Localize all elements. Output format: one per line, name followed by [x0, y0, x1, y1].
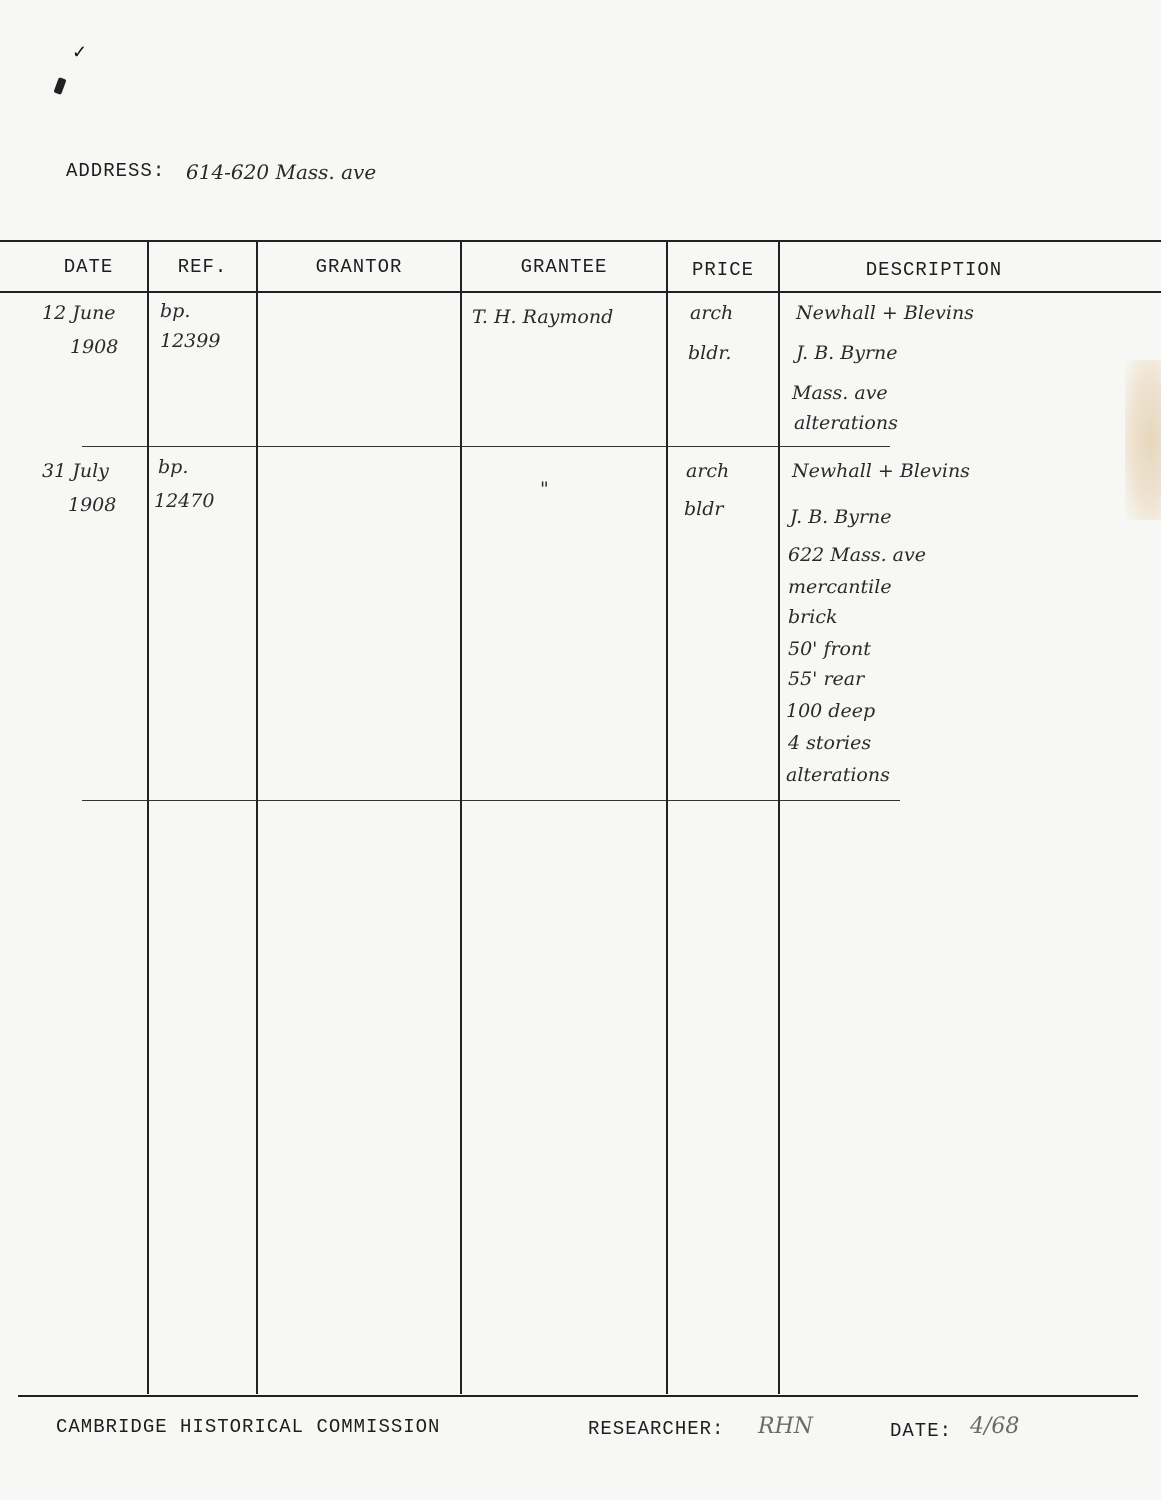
header-description: DESCRIPTION: [865, 259, 1003, 281]
row1-desc-line4: alterations: [794, 412, 898, 434]
row1-ref-number: 12399: [160, 330, 221, 352]
footer-researcher-label: RESEARCHER:: [588, 1418, 725, 1440]
table-bottom-rule: [18, 1395, 1138, 1397]
row2-ref-number: 12470: [154, 490, 215, 512]
check-mark: ✓: [72, 42, 88, 62]
row1-desc-line2: J. B. Byrne: [796, 342, 898, 364]
column-rule: [460, 242, 462, 1394]
row1-price-line2: bldr.: [688, 342, 732, 364]
row2-desc-line7: 55' rear: [788, 668, 865, 690]
row2-date-day: 31 July: [42, 460, 109, 482]
column-rule: [147, 242, 149, 1394]
row-divider: [82, 446, 890, 447]
row2-ref-type: bp.: [158, 456, 189, 478]
table-top-rule: [0, 240, 1161, 242]
column-rule: [256, 242, 258, 1394]
row2-grantee-ditto: ": [540, 478, 549, 500]
row2-date-year: 1908: [68, 494, 117, 516]
row2-desc-line3: 622 Mass. ave: [788, 544, 926, 566]
row1-price-line1: arch: [690, 302, 734, 324]
footer-date-value: 4/68: [970, 1414, 1020, 1439]
address-value: 614-620 Mass. ave: [186, 160, 377, 184]
row2-desc-line4: mercantile: [788, 576, 892, 598]
row1-date-year: 1908: [70, 336, 119, 358]
row1-date-day: 12 June: [42, 302, 116, 324]
column-rule: [778, 242, 780, 1394]
paper-stain: [1125, 360, 1161, 520]
row2-desc-line6: 50' front: [788, 638, 871, 660]
footer-researcher-value: RHN: [758, 1414, 813, 1439]
header-ref: REF.: [177, 256, 228, 278]
header-bottom-rule: [0, 291, 1161, 293]
row2-desc-line10: alterations: [786, 764, 890, 786]
address-label: ADDRESS:: [66, 160, 166, 182]
row2-desc-line5: brick: [788, 606, 838, 628]
footer-date-label: DATE:: [890, 1420, 953, 1442]
row1-ref-type: bp.: [160, 300, 191, 322]
footer-commission: CAMBRIDGE HISTORICAL COMMISSION: [56, 1416, 441, 1438]
header-price: PRICE: [691, 259, 754, 281]
column-rule: [666, 242, 668, 1394]
header-grantee: GRANTEE: [520, 256, 608, 278]
row2-price-line2: bldr: [684, 498, 724, 520]
row1-grantee: T. H. Raymond: [472, 306, 614, 328]
row2-desc-line1: Newhall + Blevins: [792, 460, 970, 482]
row2-desc-line2: J. B. Byrne: [790, 506, 892, 528]
row1-desc-line1: Newhall + Blevins: [796, 302, 974, 324]
row1-desc-line3: Mass. ave: [792, 382, 888, 404]
header-date: DATE: [63, 256, 114, 278]
row2-price-line1: arch: [686, 460, 730, 482]
row2-desc-line9: 4 stories: [788, 732, 872, 754]
row2-desc-line8: 100 deep: [786, 700, 876, 722]
ink-mark: [54, 77, 67, 95]
header-grantor: GRANTOR: [315, 256, 403, 278]
